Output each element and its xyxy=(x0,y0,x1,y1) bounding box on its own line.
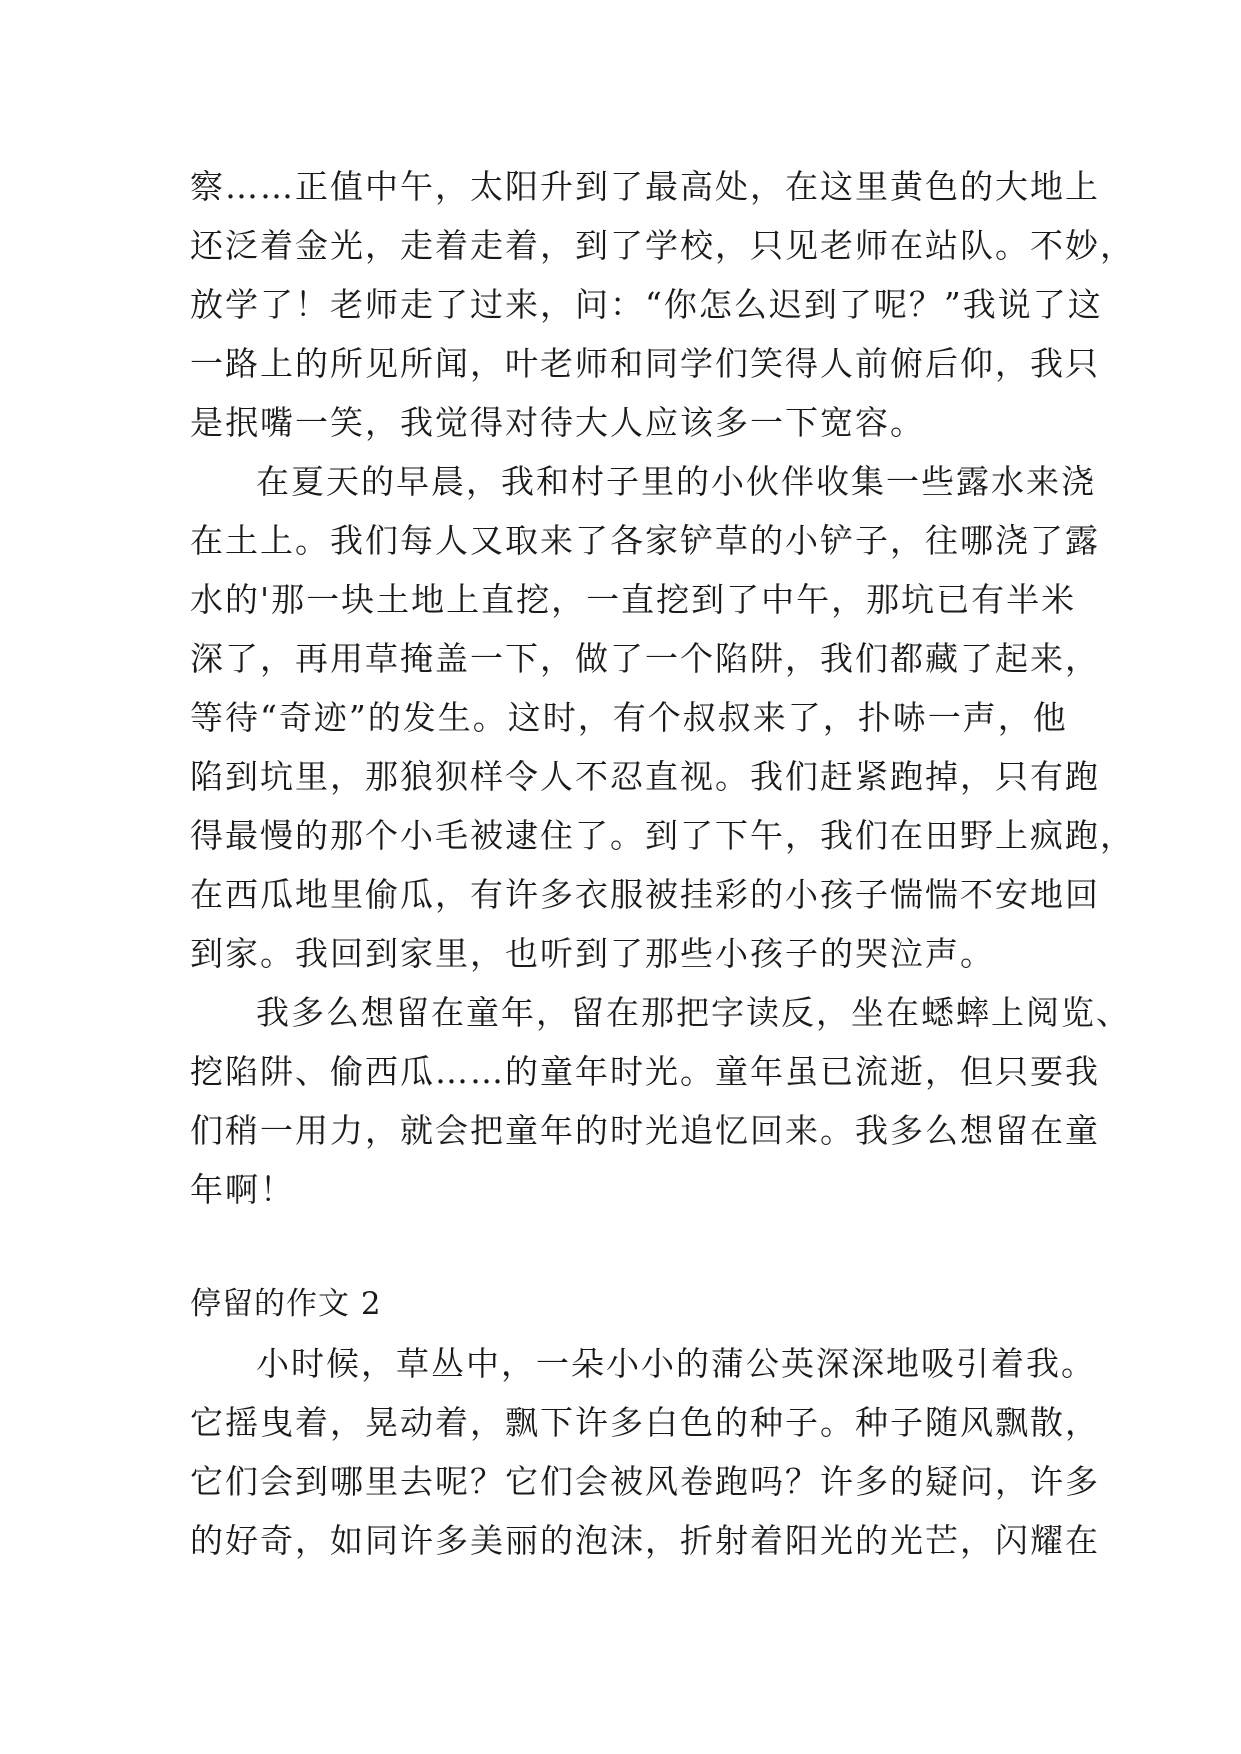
paragraph-line: 小时候，草丛中，一朵小小的蒲公英深深地吸引着我。 xyxy=(256,1344,1096,1383)
paragraph-line: 放学了！老师走了过来，问：“你怎么迟到了呢？”我说了这 xyxy=(190,285,1103,324)
paragraph-line: 挖陷阱、偷西瓜……的童年时光。童年虽已流逝，但只要我 xyxy=(190,1052,1100,1091)
paragraph-line: 它摇曳着，晃动着，飘下许多白色的种子。种子随风飘散， xyxy=(190,1403,1100,1442)
paragraph-line: 等待“奇迹”的发生。这时，有个叔叔来了，扑哧一声，他 xyxy=(190,698,1068,737)
paragraph-line: 在夏天的早晨，我和村子里的小伙伴收集一些露水来浇 xyxy=(256,462,1096,501)
paragraph-line: 们稍一用力，就会把童年的时光追忆回来。我多么想留在童 xyxy=(190,1111,1100,1150)
paragraph-2 xyxy=(190,452,1135,983)
paragraph-line: 还泛着金光，走着走着，到了学校，只见老师在站队。不妙， xyxy=(190,226,1135,265)
paragraph-line: 它们会到哪里去呢？它们会被风卷跑吗？许多的疑问，许多 xyxy=(190,1462,1100,1501)
paragraph-line: 深了，再用草掩盖一下，做了一个陷阱，我们都藏了起来， xyxy=(190,639,1100,678)
paragraph-line: 水的'那一块土地上直挖，一直挖到了中午，那坑已有半米 xyxy=(190,580,1077,619)
paragraph-line: 年啊！ xyxy=(190,1170,295,1209)
paragraph-line: 在西瓜地里偷瓜，有许多衣服被挂彩的小孩子惴惴不安地回 xyxy=(190,875,1100,914)
paragraph-4 xyxy=(190,1334,1100,1570)
paragraph-line: 察……正值中午，太阳升到了最高处，在这里黄色的大地上 xyxy=(190,167,1100,206)
paragraph-line: 到家。我回到家里，也听到了那些小孩子的哭泣声。 xyxy=(190,934,995,973)
section-heading: 停留的作文 2 xyxy=(190,1286,382,1322)
paragraph-line: 我多么想留在童年，留在那把字读反，坐在蟋蟀上阅览、 xyxy=(256,993,1131,1032)
paragraph-line: 得最慢的那个小毛被逮住了。到了下午，我们在田野上疯跑， xyxy=(190,816,1135,855)
paragraph-line: 陷到坑里，那狼狈样令人不忍直视。我们赶紧跑掉，只有跑 xyxy=(190,757,1100,796)
paragraph-line: 一路上的所见所闻，叶老师和同学们笑得人前俯后仰，我只 xyxy=(190,344,1100,383)
paragraph-3 xyxy=(190,983,1131,1219)
paragraph-line: 是抿嘴一笑，我觉得对待大人应该多一下宽容。 xyxy=(190,403,925,442)
paragraph-1 xyxy=(190,157,1135,452)
paragraph-line: 在土上。我们每人又取来了各家铲草的小铲子，往哪浇了露 xyxy=(190,521,1100,560)
section-spacer xyxy=(190,1219,1090,1275)
paragraph-line: 的好奇，如同许多美丽的泡沫，折射着阳光的光芒，闪耀在 xyxy=(190,1521,1100,1560)
document-body xyxy=(190,157,1135,1570)
